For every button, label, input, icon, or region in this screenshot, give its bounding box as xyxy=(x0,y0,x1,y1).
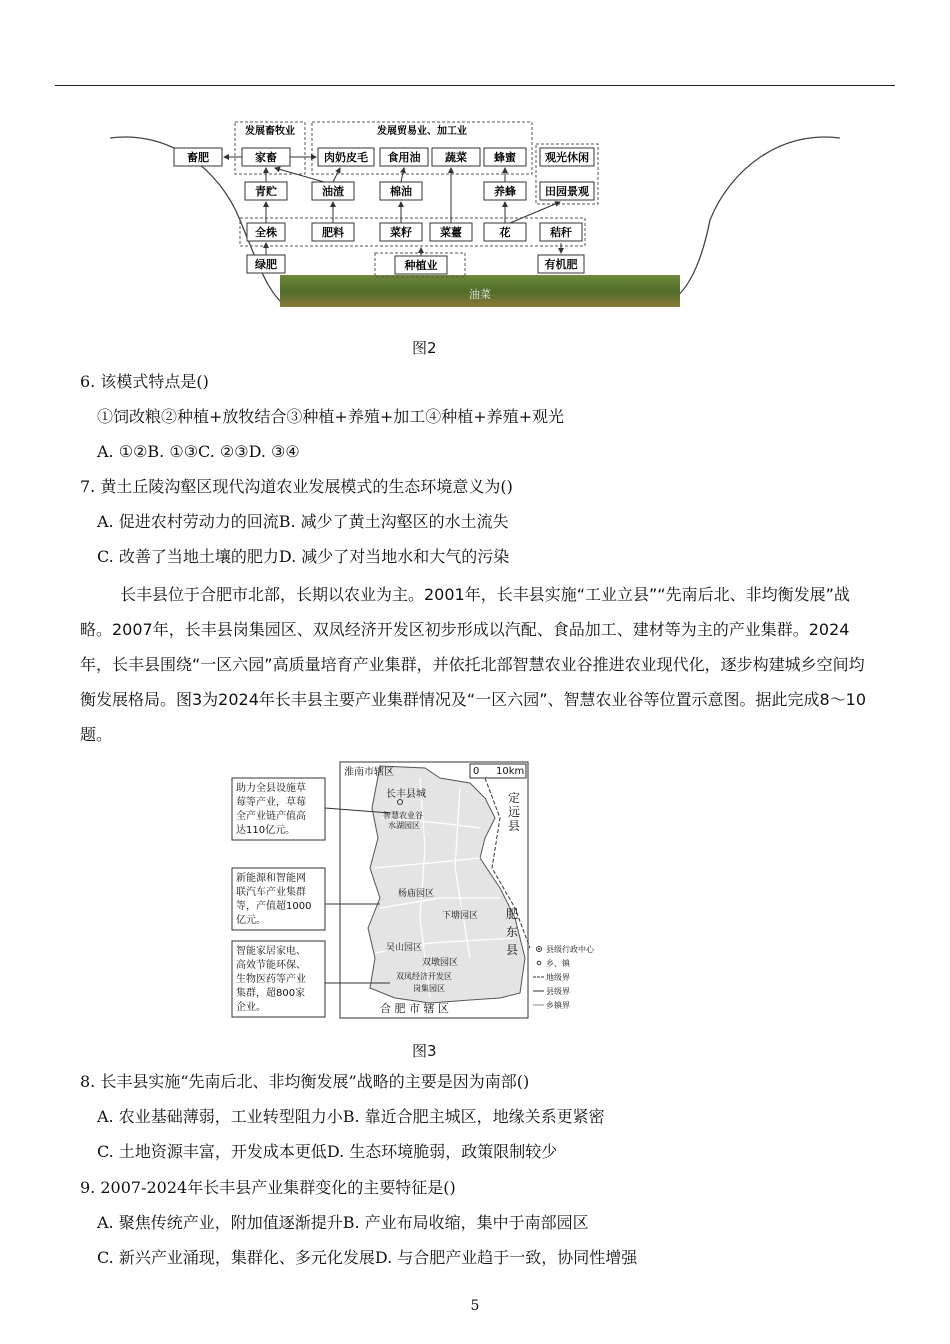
svg-text:有机肥: 有机肥 xyxy=(544,258,578,271)
svg-text:岗集园区: 岗集园区 xyxy=(413,984,445,993)
header-rule xyxy=(55,85,895,86)
question-8-stem: 8. 长丰县实施“先南后北、非均衡发展”战略的主要是因为南部() xyxy=(80,1072,530,1091)
svg-text:县级行政中心: 县级行政中心 xyxy=(546,945,594,954)
svg-text:0: 0 xyxy=(473,766,480,777)
svg-text:县: 县 xyxy=(508,819,521,833)
svg-text:东: 东 xyxy=(506,925,519,939)
svg-text:观光休闲: 观光休闲 xyxy=(545,151,589,164)
passage: 长丰县位于合肥市北部，长期以农业为主。2001年，长丰县实施“工业立县”“先南后北、非均衡发展”战略。2007年，长丰县岗集园区、双凤经济开发区初步形成以汽配、食品加工、建材等为主的产业集群。2024年，长丰县围绕“一区六园”高质量培育产业集群，并依托北部智慧农业谷推进农业现代化，逐步构建城乡空间均衡发展格局。图3为2024年长丰县主要产业集群情况及“一区六园”、智慧农业谷等位置示意图。据此完成8～10题。 xyxy=(80,585,867,744)
question-9-stem: 9. 2007-2024年长丰县产业集群变化的主要特征是() xyxy=(80,1178,456,1197)
svg-text:合 肥 市 辖 区: 合 肥 市 辖 区 xyxy=(380,1002,449,1015)
svg-text:畜肥: 畜肥 xyxy=(187,151,209,164)
svg-text:养蜂: 养蜂 xyxy=(494,185,516,198)
svg-text:田园景观: 田园景观 xyxy=(545,185,589,198)
svg-text:智能家居家电、: 智能家居家电、 xyxy=(236,946,306,957)
svg-text:吴山园区: 吴山园区 xyxy=(386,943,423,953)
question-9-options-cd: C. 新兴产业涌现，集群化、多元化发展D. 与合肥产业趋于一致，协同性增强 xyxy=(97,1248,638,1267)
question-9-options-ab: A. 聚焦传统产业，附加值逐渐提升B. 产业布局收缩，集中于南部园区 xyxy=(97,1213,589,1232)
svg-text:企业。: 企业。 xyxy=(236,1002,266,1013)
svg-text:乡镇界: 乡镇界 xyxy=(546,1001,570,1010)
svg-text:亿元。: 亿元。 xyxy=(236,915,266,926)
svg-text:食用油: 食用油 xyxy=(387,151,421,164)
svg-text:达110亿元。: 达110亿元。 xyxy=(236,825,296,836)
svg-text:定: 定 xyxy=(508,791,521,805)
svg-text:秸秆: 秸秆 xyxy=(550,226,572,239)
svg-text:地级界: 地级界 xyxy=(546,973,570,982)
question-6-items: ①饲改粮②种植+放牧结合③种植+养殖+加工④种植+养殖+观光 xyxy=(97,407,565,426)
svg-text:等，产值超1000: 等，产值超1000 xyxy=(236,901,312,912)
svg-text:集群，超800家: 集群，超800家 xyxy=(236,988,306,999)
svg-text:棉油: 棉油 xyxy=(390,185,412,198)
svg-text:肥: 肥 xyxy=(506,907,519,921)
svg-text:发展畜牧业: 发展畜牧业 xyxy=(245,126,295,137)
svg-text:油渣: 油渣 xyxy=(322,185,344,198)
svg-text:蔬菜: 蔬菜 xyxy=(445,151,467,164)
svg-text:全产业链产值高: 全产业链产值高 xyxy=(236,811,306,822)
svg-text:生物医药等产业: 生物医药等产业 xyxy=(236,974,306,985)
svg-text:助力全县设施草: 助力全县设施草 xyxy=(236,783,306,794)
svg-text:智慧农业谷: 智慧农业谷 xyxy=(383,811,423,820)
svg-text:10km: 10km xyxy=(496,766,525,777)
question-8-options-ab: A. 农业基础薄弱，工业转型阻力小B. 靠近合肥主城区，地缘关系更紧密 xyxy=(97,1107,605,1126)
field-label: 油菜 xyxy=(469,288,491,301)
question-7-options-cd: C. 改善了当地土壤的肥力D. 减少了对当地水和大气的污染 xyxy=(97,547,510,566)
svg-text:种植业: 种植业 xyxy=(404,259,438,272)
figure-2-diagram xyxy=(110,110,840,320)
figure-2-caption: 图2 xyxy=(412,339,437,357)
svg-text:家畜: 家畜 xyxy=(255,151,277,164)
svg-text:蜂蜜: 蜂蜜 xyxy=(494,151,516,164)
svg-text:长丰县城: 长丰县城 xyxy=(386,789,426,800)
svg-text:肉奶皮毛: 肉奶皮毛 xyxy=(324,151,368,164)
svg-text:菜籽: 菜籽 xyxy=(390,226,412,239)
svg-text:莓等产业，草莓: 莓等产业，草莓 xyxy=(236,797,306,808)
svg-text:新能源和智能网: 新能源和智能网 xyxy=(236,873,306,884)
svg-text:联汽车产业集群: 联汽车产业集群 xyxy=(236,887,306,898)
question-8-options-cd: C. 土地资源丰富，开发成本更低D. 生态环境脆弱，政策限制较少 xyxy=(97,1142,558,1161)
question-6-stem: 6. 该模式特点是() xyxy=(80,372,209,391)
svg-text:杨庙园区: 杨庙园区 xyxy=(398,889,435,899)
svg-text:全株: 全株 xyxy=(255,226,277,239)
svg-text:淮南市辖区: 淮南市辖区 xyxy=(344,767,394,778)
svg-text:高效节能环保、: 高效节能环保、 xyxy=(236,960,306,971)
svg-text:双凤经济开发区: 双凤经济开发区 xyxy=(396,972,452,981)
svg-text:县级界: 县级界 xyxy=(546,987,570,996)
question-7-stem: 7. 黄土丘陵沟壑区现代沟道农业发展模式的生态环境意义为() xyxy=(80,477,513,496)
svg-text:县: 县 xyxy=(506,943,519,957)
svg-text:水湖园区: 水湖园区 xyxy=(388,821,420,830)
svg-text:发展贸易业、加工业: 发展贸易业、加工业 xyxy=(377,126,467,137)
question-7-options-ab: A. 促进农村劳动力的回流B. 减少了黄土沟壑区的水土流失 xyxy=(97,512,509,531)
svg-text:肥料: 肥料 xyxy=(322,226,344,239)
figure-3-caption: 图3 xyxy=(412,1042,437,1060)
svg-text:远: 远 xyxy=(508,805,521,819)
svg-text:乡、镇: 乡、镇 xyxy=(546,959,570,968)
svg-text:花: 花 xyxy=(499,226,511,239)
svg-text:绿肥: 绿肥 xyxy=(255,258,277,271)
question-6-options: A. ①②B. ①③C. ②③D. ③④ xyxy=(97,442,300,461)
svg-text:双墩园区: 双墩园区 xyxy=(422,958,459,968)
svg-text:青贮: 青贮 xyxy=(255,185,277,198)
figure-3-map xyxy=(230,758,630,1020)
svg-text:菜薹: 菜薹 xyxy=(440,226,462,239)
page-number: 5 xyxy=(470,1298,480,1314)
svg-text:下塘园区: 下塘园区 xyxy=(442,911,479,921)
